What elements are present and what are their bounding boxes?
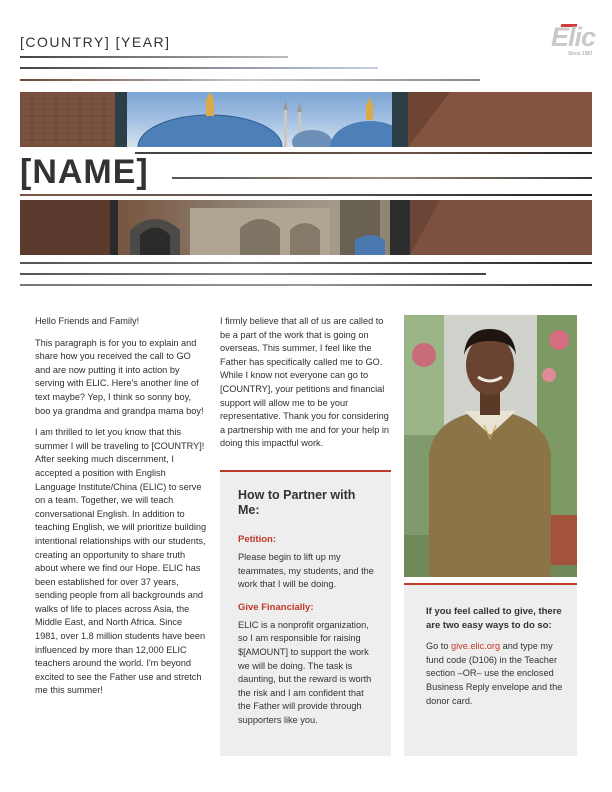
give-box bbox=[404, 583, 577, 756]
intro-paragraph: This paragraph is for you to explain and share how you received the call to GO and are now putting it into action by serving with ELIC. Here's another line of text maybe? Yep, I think so sonny boy, boo ya grandma and grandpa mama boy! bbox=[35, 337, 204, 416]
lower-stripe-3 bbox=[20, 284, 592, 286]
trip-details-paragraph: I am thrilled to let you know that this summer I will be traveling to [COUNTRY]! After seeking much discernment, I accepted a position with English Language Institute/China (ELIC) to serve on a team. Together, we will teach conversational English. In addition to teaching English, we will prioritize building intentional relationships with our students, creating an opportunity to share truth about where we find our Hope. ELIC has been established for over 37 years, sending people from all backgrounds and walks of life to places across Asia, the Middle East, and North Africa. Since 1981, over 1.8 million students have been influenced by more than 12,000 ELIC teachers around the world. I'm beyond excited to see the Father use and stretch me this summer! bbox=[35, 427, 207, 696]
letter-column-1 bbox=[35, 315, 207, 706]
elic-logo bbox=[535, 22, 595, 58]
person-portrait-illustration bbox=[404, 315, 577, 577]
portrait-photo bbox=[404, 315, 577, 577]
header-stripe-3 bbox=[20, 79, 480, 81]
middle-stripe-3 bbox=[20, 194, 592, 196]
interior-arches-illustration bbox=[20, 200, 592, 255]
logo-tagline: Since 1981 bbox=[567, 51, 593, 57]
petition-label: Petition: bbox=[238, 534, 276, 545]
give-text-after: and type my fund code (D106) in the Teacher section –OR– use the enclosed Business Reply envelope and the donor card. bbox=[426, 641, 563, 706]
partner-box bbox=[220, 470, 391, 756]
give-website-link[interactable]: give.elic.org bbox=[451, 641, 501, 652]
petition-text: Please begin to lift up my teammates, my students, and the work that I will be doing. bbox=[238, 552, 374, 590]
letter-column-2 bbox=[220, 315, 392, 459]
give-financially-text: ELIC is a nonprofit organization, so I am responsible for raising $[AMOUNT] to support the work we will be doing. The task is daunting, but the reward is worth the risk and I am confident that the Father will provide through supporters like you. bbox=[238, 619, 372, 725]
give-instructions bbox=[426, 640, 563, 708]
middle-stripe-2 bbox=[172, 177, 592, 179]
give-heading: If you feel called to give, there are two easy ways to do so: bbox=[426, 606, 562, 631]
logo-wordmark: Elic bbox=[550, 22, 595, 52]
give-financially-label: Give Financially: bbox=[238, 601, 314, 613]
header-stripe-2 bbox=[20, 67, 378, 69]
calling-paragraph: I firmly believe that all of us are called to be a part of the work that is going on overseas. This summer, I feel like the Father has specifically called me to GO. While I know not everyone can go to [COUNTRY], your petitions and financial support will allow me to be your representative. Thank you for considering a partnership with me and for your help in doing this impactful work. bbox=[220, 316, 390, 449]
banner-image-bottom bbox=[20, 200, 592, 255]
give-text-before: Go to bbox=[426, 641, 452, 652]
header-title: [COUNTRY] [YEAR] bbox=[20, 34, 171, 50]
banner-image-top bbox=[20, 92, 592, 147]
lower-stripe-2 bbox=[20, 273, 486, 275]
lower-stripe-1 bbox=[20, 262, 592, 264]
greeting-paragraph: Hello Friends and Family! bbox=[35, 316, 140, 326]
middle-stripe-1 bbox=[135, 152, 592, 154]
person-name-title: [NAME] bbox=[20, 153, 149, 191]
mosque-domes-illustration bbox=[20, 92, 592, 147]
partner-heading: How to Partner with Me: bbox=[238, 488, 356, 517]
header-stripe-1 bbox=[20, 56, 288, 58]
